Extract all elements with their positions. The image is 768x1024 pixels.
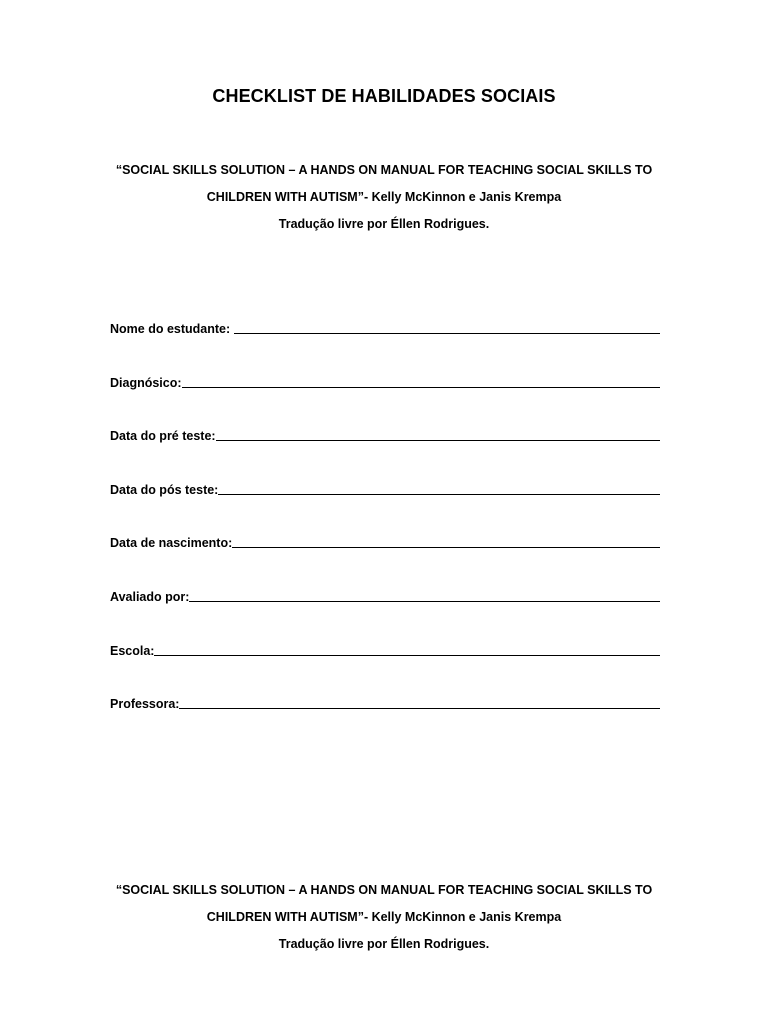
field-label: Professora: — [110, 697, 180, 712]
footer-citation — [0, 877, 768, 958]
field-student-name — [110, 318, 660, 338]
pre-test-date-input-line[interactable] — [216, 426, 660, 441]
form-fields — [110, 318, 660, 713]
source-citation — [0, 157, 768, 238]
post-test-date-input-line[interactable] — [218, 480, 660, 495]
field-evaluated-by — [110, 552, 660, 606]
field-label: Data do pré teste: — [110, 429, 216, 444]
footer-translation: Tradução livre por Éllen Rodrigues. — [278, 937, 490, 951]
field-birth-date — [110, 499, 660, 553]
field-label: Escola: — [110, 643, 155, 658]
field-label: Avaliado por: — [110, 589, 190, 604]
page-title: CHECKLIST DE HABILIDADES SOCIAIS — [212, 86, 556, 106]
school-input-line[interactable] — [154, 641, 660, 656]
student-name-input-line[interactable] — [234, 319, 660, 334]
field-diagnosis — [110, 338, 660, 392]
diagnosis-input-line[interactable] — [182, 373, 660, 388]
evaluated-by-input-line[interactable] — [189, 587, 660, 602]
citation-line-2: CHILDREN WITH AUTISM”- Kelly McKinnon e Janis Krempa — [206, 190, 562, 204]
footer-line-1: “SOCIAL SKILLS SOLUTION – A HANDS ON MANUAL FOR TEACHING SOCIAL SKILLS TO — [115, 883, 653, 897]
citation-translation: Tradução livre por Éllen Rodrigues. — [278, 217, 490, 231]
field-pre-test-date — [110, 392, 660, 446]
birth-date-input-line[interactable] — [232, 533, 660, 548]
field-school — [110, 606, 660, 660]
field-label: Diagnósico: — [110, 375, 182, 390]
field-teacher — [110, 660, 660, 714]
citation-line-1: “SOCIAL SKILLS SOLUTION – A HANDS ON MANUAL FOR TEACHING SOCIAL SKILLS TO — [115, 163, 653, 177]
teacher-input-line[interactable] — [179, 694, 660, 709]
field-label: Data de nascimento: — [110, 536, 233, 551]
footer-line-2: CHILDREN WITH AUTISM”- Kelly McKinnon e Janis Krempa — [206, 910, 562, 924]
field-post-test-date — [110, 445, 660, 499]
field-label: Nome do estudante: — [110, 322, 231, 336]
field-label: Data do pós teste: — [110, 482, 219, 497]
